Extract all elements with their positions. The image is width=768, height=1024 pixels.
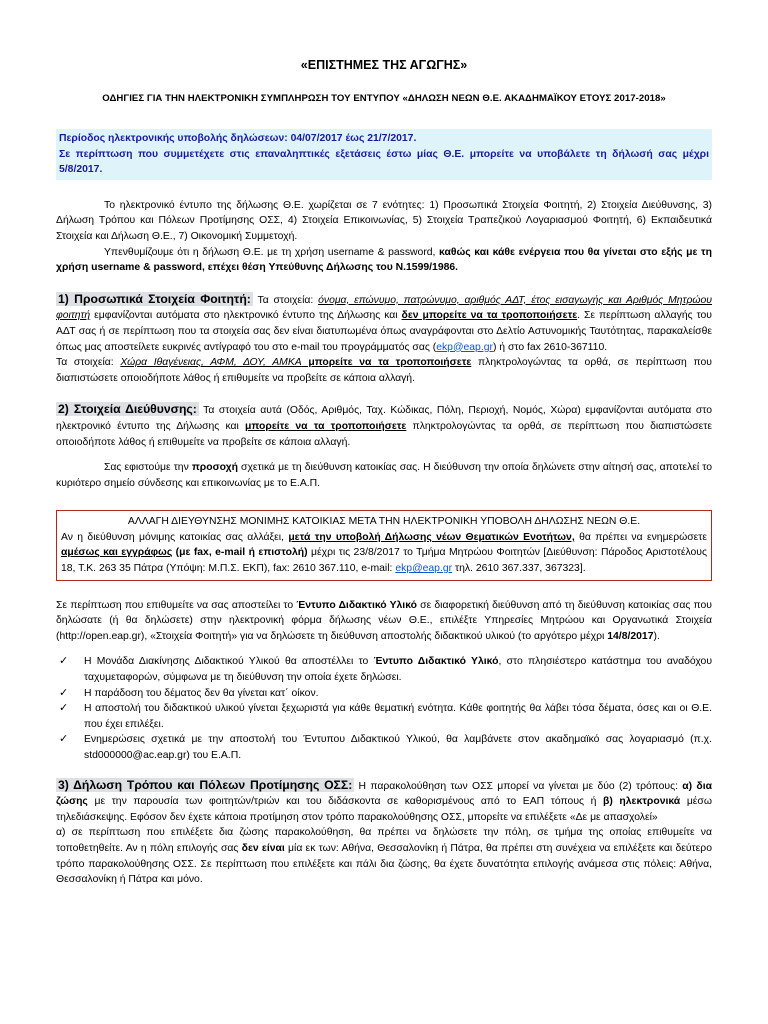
address-change-box [56,510,712,580]
address-change-text [61,530,707,577]
material-deadline: 14/8/2017 [607,630,654,642]
intro-paragraph-2 [56,245,712,276]
section1-cannot-modify: δεν μπορείτε να τα τροποποιήσετε [401,310,578,322]
section3-heading: 3) Δήλωση Τρόπου και Πόλεων Προτίμησης ΟΣΣ: [58,777,353,792]
section2-paragraph-2 [56,460,712,491]
period-line-2: Σε περίπτωση που συμμετέχετε στις επαναληπτικές εξετάσεις έστω μίας Θ.Ε. μπορείτε να υποβάλετε τη δήλωσή σας μέχρι 5/8/2017. [59,148,709,176]
section2-text-a3: πληκτρολογώντας τα ορθά, σε περίπτωση που διαπιστώσετε οποιοδήποτε λάθος ή επιθυμείτε να προβείτε σε κάποια αλλαγή. [56,420,712,448]
list-item [56,732,712,763]
section2-heading: 2) Στοιχεία Διεύθυνσης: [58,402,197,417]
section1-text-a6: ) ή στο fax 2610-367110. [492,341,608,353]
box-after-submission: μετά την υποβολή Δήλωσης νέων Θεματικών Ενοτήτων, [288,531,575,543]
section3-is-not: δεν είναι [241,842,285,854]
check-icon: ✓ [59,655,69,668]
material-paragraph [56,598,712,645]
intro-block [56,198,712,276]
material-printed-material: Έντυπο Διδακτικό Υλικό [296,599,417,611]
check-icon: ✓ [59,702,69,715]
box-methods: (με fax, e-mail ή επιστολή) [172,547,308,559]
intro-paragraph-1: Το ηλεκτρονικό έντυπο της δήλωσης Θ.Ε. χωρίζεται σε 7 ενότητες: 1) Προσωπικά Στοιχεία Φοιτητή, 2) Στοιχεία Διεύθυνσης, 3) Δήλωση Τρόπου και Πόλεων Προτίμησης ΟΣΣ, 4) Στοιχεία Επικοινωνίας, 5) Στοιχεία Τραπεζικού Λογαριασμού Φοιτητή, 6) Εκπαιδευτικά Στοιχεία και Δήλωση Θ.Ε., 7) Οικονομική Συμμετοχή. [56,199,712,242]
box-immediately: αμέσως και εγγράφως [61,547,173,559]
section1-text-a3: εμφανίζονται αυτόματα στο ηλεκτρονικό έντυπο της Δήλωσης και [90,310,402,322]
section1-paragraph-2 [56,355,712,386]
section3-text-a5: μέσω τηλεδιάσκεψης. Εφόσον δεν έχετε κάποια προτίμηση στον τρόπο παρακολούθησης ΟΣΣ, μπορείτε να επιλέξετε «Δε με απασχολεί» [56,796,712,823]
list-item [56,701,712,732]
checklist-text: , στο πλησιέστερο κατάστημα του αναδόχου ταχυμεταφορών, σύμφωνα με τη διεύθυνση την οποία έχετε δηλώσει. [84,656,713,684]
section3-text-a3: με την παρουσία των φοιτητών/τριών και του διδάσκοντα σε καθορισμένους από το ΕΑΠ τόπους ή [87,796,604,808]
section2-text-b3: σχετικά με τη διεύθυνση κατοικίας σας. Η διεύθυνση την οποία δηλώνετε στην αίτησή σας, αποτελεί το κυριότερο σημείο σύνδεσης και επικοινωνίας με το Ε.Α.Π. [56,462,713,489]
box-text-t3: θα πρέπει να ενημερώσετε [574,531,707,543]
section-personal-details [56,292,712,387]
checklist-text: Η Μονάδα Διακίνησης Διδακτικού Υλικού θα αποστέλλει το [84,656,374,668]
box-text-t6: μέχρι τις 23/8/2017 το Τμήμα Μητρώου Φοιτητών [Διεύθυνση: Πάροδος Αριστοτέλους 18, Τ.Κ. 263 35 Πάτρα (Υπόψη: Μ.Π.Σ. ΕΚΠ), fax: 2610 367.110, e-mail: [61,547,707,575]
section1-fields-list: όνομα, επώνυμο, πατρώνυμο, αριθμός ΑΔΤ, έτος εισαγωγής και Αριθμός Μητρώου φοιτητή [56,294,712,322]
section3-paragraph-2 [56,825,712,887]
section2-paragraph-1 [56,402,712,450]
checklist-text: Η παράδοση του δέματος δεν θα γίνεται κατ΄ οίκον. [84,687,319,699]
check-icon: ✓ [59,733,69,746]
list-item [56,686,712,702]
section3-text-a1: Η παρακολούθηση των ΟΣΣ μπορεί να γίνεται με δύο (2) τρόπους: [354,780,683,792]
section1-can-modify: μπορείτε να τα τροποποιήσετε [301,357,472,369]
checklist-text: Η αποστολή του διδακτικού υλικού γίνεται ξεχωριστά για κάθε θεματική ενότητα. Κάθε φοιτητής θα λάβει τόσα δέματα, όσες και οι Θ.Ε. που έχει επιλέξει. [84,703,712,730]
check-icon: ✓ [59,686,69,699]
document-page [56,58,712,888]
material-text-a3: σε διαφορετική διεύθυνση από τη διεύθυνση κατοικίας σας που δηλώσατε (ή θα δηλώσετε) στην ηλεκτρονική φόρμα δήλωσης νέων Θ.Ε., επιλέξτε Υπηρεσίες Μητρώου και Οργανωτικά Στοιχεία (http://open.eap.gr), «Στοιχεία Φοιτητή» για να δηλώσετε τη διεύθυνση αποστολής διδακτικού υλικού (το αργότερο μέχρι [56,599,712,642]
intro-text: Υπενθυμίζουμε ότι η δήλωση Θ.Ε. με τη χρήση username & password, [104,246,440,258]
box-text-t1: Αν η διεύθυνση μόνιμης κατοικίας σας αλλάξει, [61,531,289,543]
list-item [56,654,712,685]
section2-text-a1: Τα στοιχεία αυτά (Οδός, Αριθμός, Ταχ. Κώδικας, Πόλη, Περιοχή, Νομός, Χώρα) εμφανίζονται αυτόματα στο ηλεκτρονικό έντυπο της Δήλωσης και [56,405,712,432]
section3-paragraph-1 [56,778,712,826]
box-email-link[interactable]: ekp@eap.gr [395,563,453,575]
period-line-1: Περίοδος ηλεκτρονικής υποβολής δηλώσεων: 04/07/2017 έως 21/7/2017. [59,133,417,144]
section3-online: β) ηλεκτρονικά [603,796,681,808]
address-change-heading: ΑΛΛΑΓΗ ΔΙΕΥΘΥΝΣΗΣ ΜΟΝΙΜΗΣ ΚΑΤΟΙΚΙΑΣ ΜΕΤΑ ΤΗΝ ΗΛΕΚΤΡΟΝΙΚΗ ΥΠΟΒΟΛΗ ΔΗΛΩΣΗΣ ΝΕΩΝ Θ.Ε. [127,516,641,528]
section2-attention: προσοχή [191,462,238,474]
section1-text-a5: . Σε περίπτωση αλλαγής του ΑΔΤ σας ή σε περίπτωση που τα στοιχεία σας δεν είναι διατυπωμένα όπως αναγράφονται στο Δελτίο Αστυνομικής Ταυτότητας, παρακαλείσθε όπως μας αποστείλετε ευκρινές αντίγραφό του στο e-mail του προγράμματός σας ( [56,310,712,353]
section-address [56,402,712,491]
box-text-t7: τηλ. 2610 367.337, 367323]. [452,563,586,575]
material-block [56,598,712,645]
intro-bold-text: καθώς και κάθε ενέργεια που θα γίνεται στο εξής με τη χρήση username & password, επέχει θέση Υπεύθυνης Δήλωσης του Ν.1599/1986. [56,246,712,274]
submission-period-notice [56,129,712,180]
section1-heading: 1) Προσωπικά Στοιχεία Φοιτητή: [58,291,251,306]
checklist-bold: Έντυπο Διδακτικό Υλικό [373,656,499,668]
section-oss-preference [56,778,712,888]
section2-text-b1: Σας εφιστούμε την [104,462,192,474]
shipping-checklist [56,654,712,763]
section1-editable-fields: Χώρα Ιθαγένειας, ΑΦΜ, ΔΟΥ, ΑΜΚΑ [120,357,302,369]
section3-in-person: α) δια ζώσης [56,780,712,808]
checklist-text: Ενημερώσεις σχετικά με την αποστολή του Έντυπου Διδακτικού Υλικού, θα λαμβάνετε στον ακαδημαϊκό σας λογαριασμό (π.χ. std000000@ac.eap.gr) του Ε.Α.Π. [84,734,712,761]
section1-text-b4: πληκτρολογώντας τα ορθά, σε περίπτωση που διαπιστώσετε οποιοδήποτε λάθος ή επιθυμείτε να προβείτε σε κάποια αλλαγή. [56,357,712,384]
section1-text-a1: Τα στοιχεία: [252,294,319,306]
section1-text-b1: Τα στοιχεία: [56,357,121,369]
document-subtitle: ΟΔΗΓΙΕΣ ΓΙΑ ΤΗΝ ΗΛΕΚΤΡΟΝΙΚΗ ΣΥΜΠΛΗΡΩΣΗ ΤΟΥ ΕΝΤΥΠΟΥ «ΔΗΛΩΣΗ ΝΕΩΝ Θ.Ε. ΑΚΑΔΗΜΑΪΚΟΥ ΕΤΟΥΣ 2017-2018» [102,93,666,104]
section3-text-b3: μία εκ των: Αθήνα, Θεσσαλονίκη ή Πάτρα, θα πρέπει στη συνέχεια να επιλέξετε και δεύτερο τρόπο παρακολούθησης ΟΣΣ. Σε περίπτωση που επιλέξετε και πάλι δια ζώσης, θα έχετε δυνατότητα επιλογής ανάμεσα στις πόλεις: Αθήνα, Θεσσαλονίκη ή Πάτρα και μόνο. [56,842,712,886]
section1-paragraph-1 [56,292,712,355]
document-title: «ΕΠΙΣΤΗΜΕΣ ΤΗΣ ΑΓΩΓΗΣ» [300,58,468,72]
material-text-a1: Σε περίπτωση που επιθυμείτε να σας αποστείλει το [56,599,297,611]
material-text-a5: ). [653,630,660,642]
section3-text-b1: α) σε περίπτωση που επιλέξετε δια ζώσης παρακολούθηση, θα πρέπει να δηλώσετε την πόλη, σε τμήμα της οποίας επιθυμείτε να τοποθετηθείτε. Αν η πόλη επιλογής σας [56,827,712,854]
section1-email-link[interactable]: ekp@eap.gr [436,341,493,353]
section2-can-modify: μπορείτε να τα τροποποιήσετε [245,420,407,432]
